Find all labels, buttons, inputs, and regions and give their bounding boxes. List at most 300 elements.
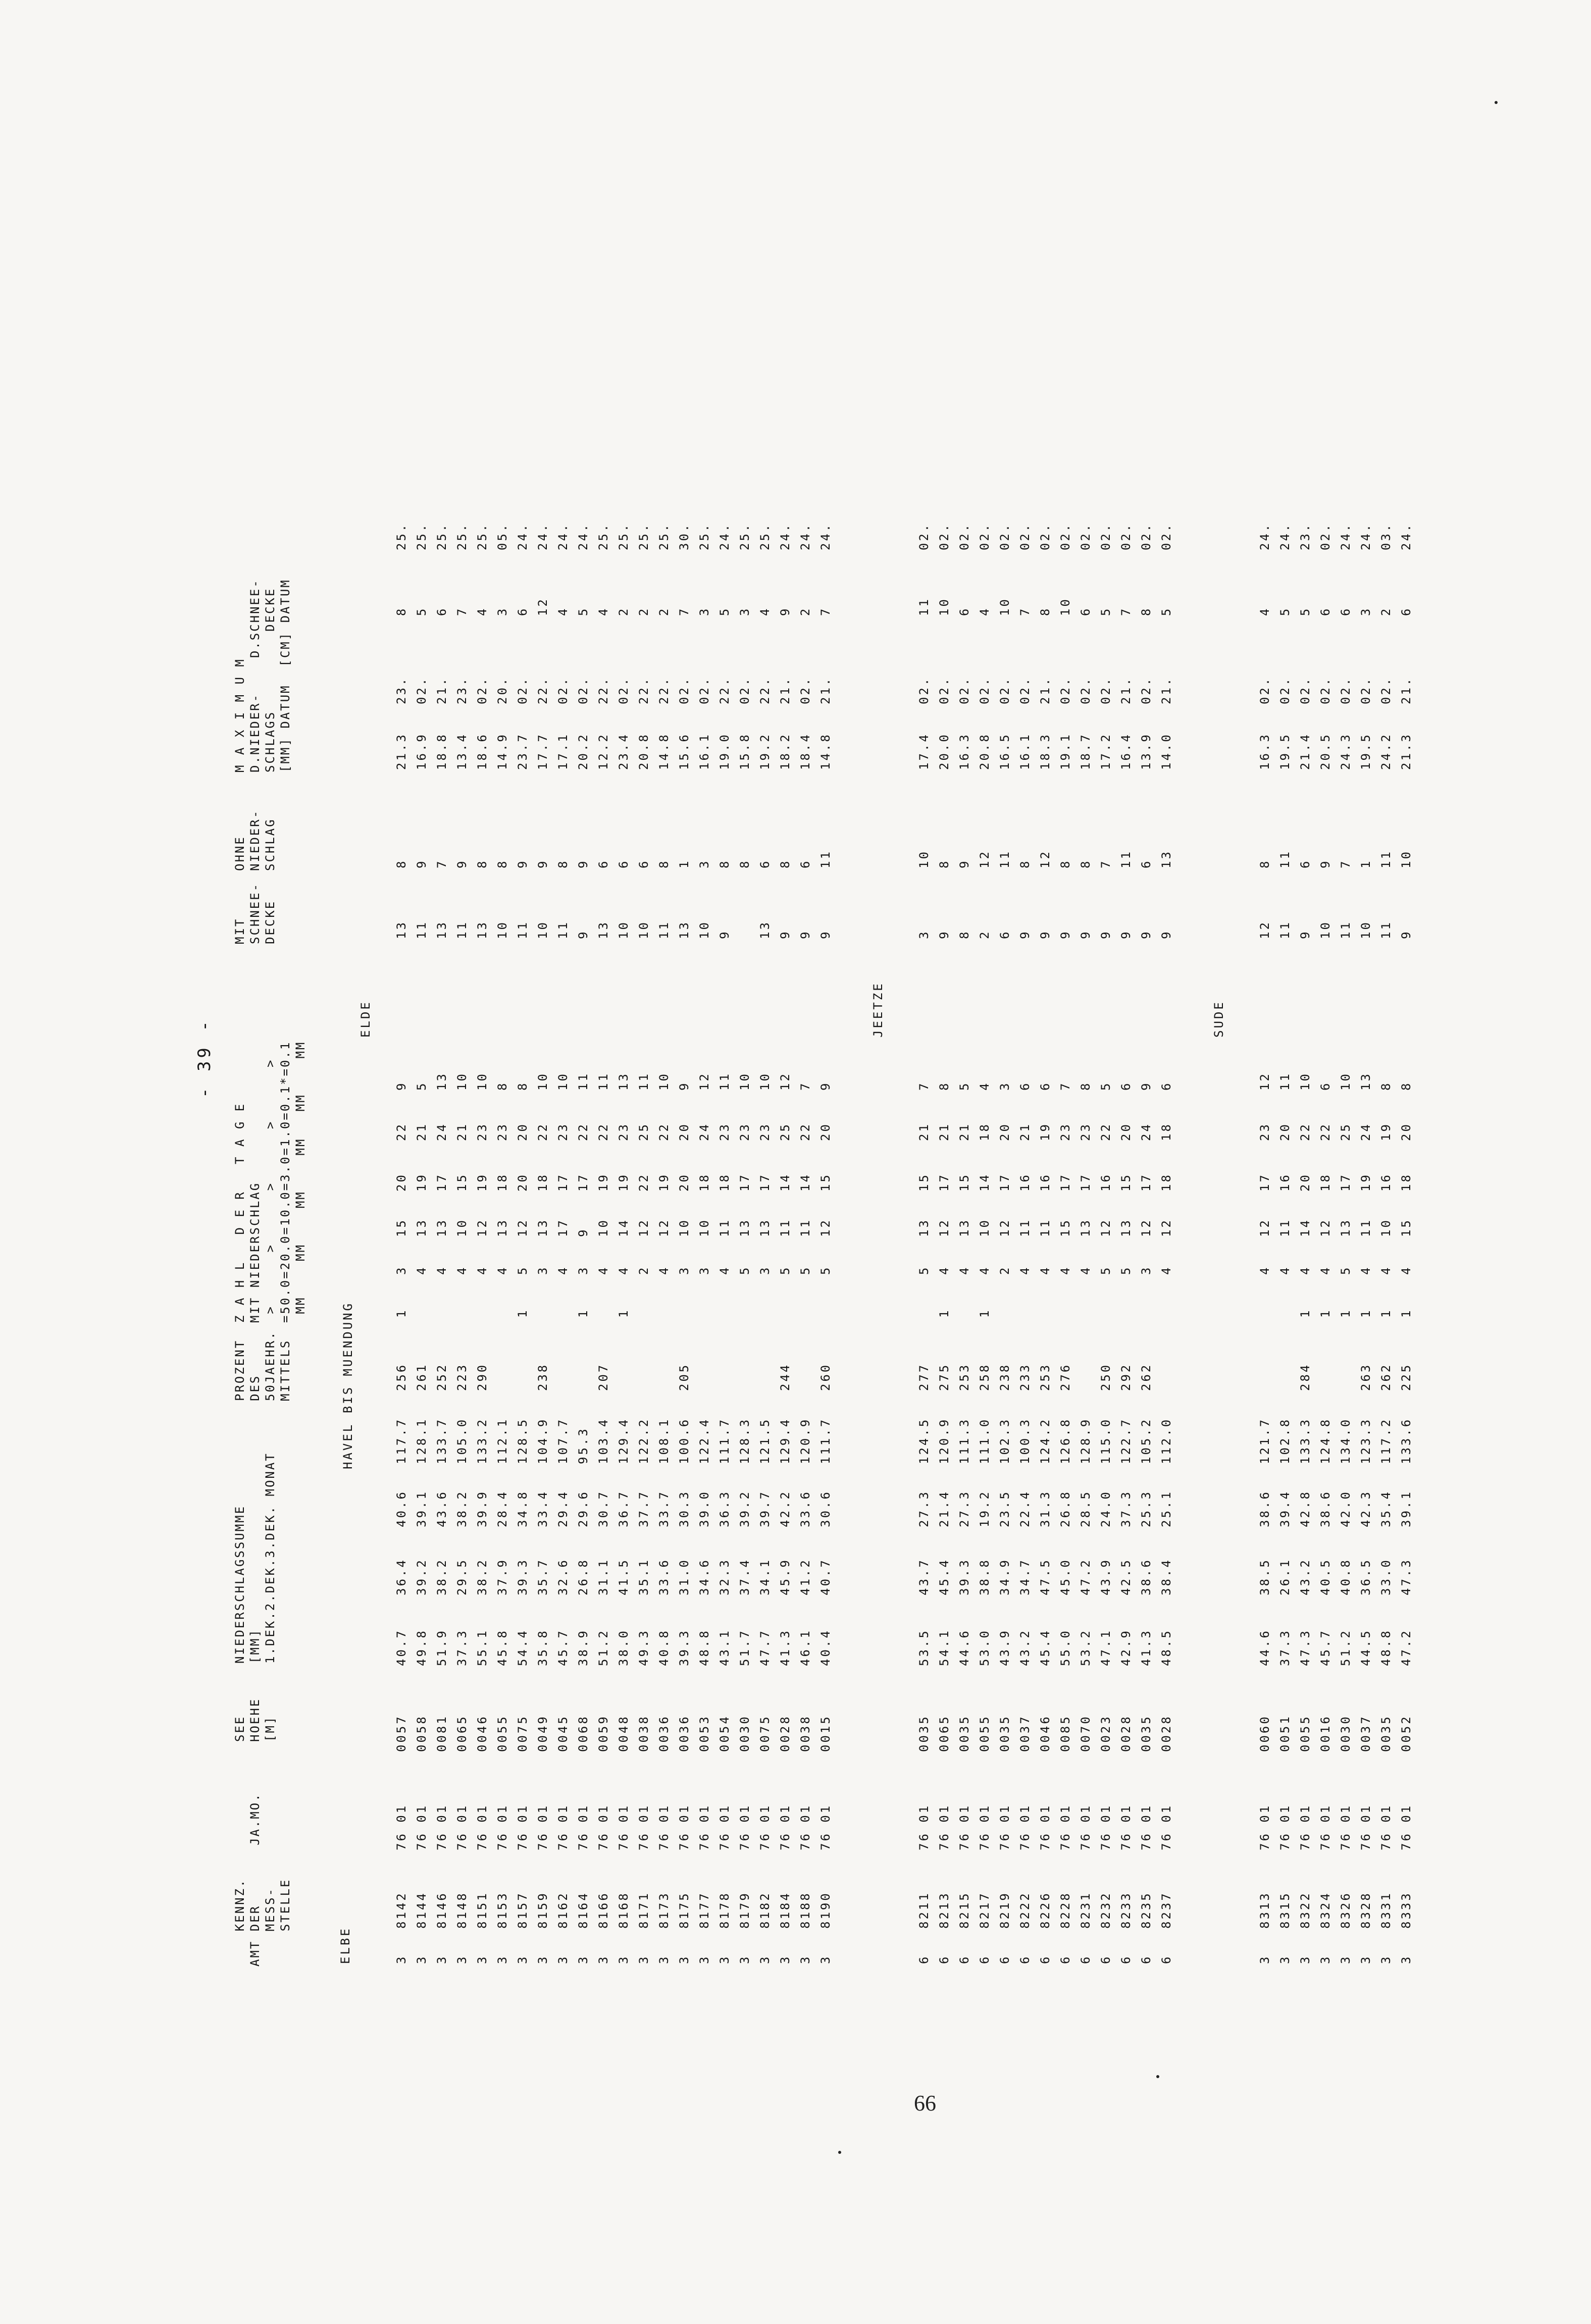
cell-see-hoehe: 0035	[998, 1715, 1012, 1752]
cell-tage-10: 11	[1018, 1218, 1032, 1237]
table-row	[1376, 212, 1396, 1979]
cell-dek1: 47.7	[758, 1629, 772, 1666]
cell-amt: 3	[738, 1954, 752, 1964]
cell-prozent: 238	[998, 1363, 1012, 1391]
cell-ohne-nieder: 6	[596, 859, 610, 868]
cell-dek3: 42.8	[1298, 1490, 1312, 1527]
cell-monat: 120.9	[937, 1417, 951, 1464]
cell-max-schnee: 5	[1099, 606, 1113, 616]
cell-max-nieder: 13.4	[455, 733, 469, 770]
cell-monat: 123.3	[1359, 1417, 1373, 1464]
cell-ohne-nieder: 8	[475, 859, 489, 868]
cell-dek3: 37.7	[637, 1490, 651, 1527]
cell-dek3: 26.8	[1058, 1490, 1072, 1527]
cell-tage-3: 17	[576, 1173, 590, 1192]
cell-tage-50: 1	[394, 1308, 408, 1318]
cell-monat: 102.3	[998, 1417, 1012, 1464]
cell-see-hoehe: 0035	[1139, 1715, 1153, 1752]
cell-dek3: 39.2	[738, 1490, 752, 1527]
cell-ohne-nieder: 8	[657, 859, 671, 868]
cell-dek3: 39.7	[758, 1490, 772, 1527]
cell-dek3: 30.3	[677, 1490, 691, 1527]
cell-ja-mo: 76 01	[818, 1803, 833, 1850]
cell-mit-schnee: 9	[1399, 929, 1413, 939]
cell-dek1: 44.6	[1258, 1629, 1272, 1666]
cell-ja-mo: 76 01	[617, 1803, 631, 1850]
cell-tage-50: 1	[576, 1308, 590, 1318]
cell-ohne-nieder: 8	[738, 859, 752, 868]
cell-monat: 111.0	[978, 1417, 992, 1464]
cell-ohne-nieder: 8	[394, 859, 408, 868]
cell-see-hoehe: 0055	[1298, 1715, 1312, 1752]
cell-max-nieder: 13.9	[1139, 733, 1153, 770]
cell-max-schnee-datum: 24.	[778, 522, 792, 550]
cell-dek2: 45.0	[1058, 1558, 1072, 1595]
cell-dek3: 27.3	[917, 1490, 931, 1527]
cell-prozent: 275	[937, 1363, 951, 1391]
cell-tage-1: 21	[937, 1122, 951, 1141]
cell-dek3: 24.0	[1099, 1490, 1113, 1527]
cell-prozent: 260	[818, 1363, 833, 1391]
cell-mit-schnee: 10	[637, 920, 651, 939]
cell-tage-20: 4	[617, 1265, 631, 1275]
cell-max-schnee: 4	[596, 606, 610, 616]
cell-mit-schnee: 9	[1298, 929, 1312, 939]
cell-max-schnee-datum: 24.	[1359, 522, 1373, 550]
cell-tage-3: 20	[516, 1173, 530, 1192]
cell-tage-10: 12	[998, 1218, 1012, 1237]
cell-kennz: 8226	[1038, 1891, 1052, 1929]
cell-ja-mo: 76 01	[576, 1803, 590, 1850]
cell-monat: 108.1	[657, 1417, 671, 1464]
cell-tage-3: 18	[536, 1173, 550, 1192]
cell-max-nieder-datum: 23.	[455, 676, 469, 704]
cell-max-nieder-datum: 22.	[596, 676, 610, 704]
cell-tage-10: 10	[596, 1218, 610, 1237]
cell-max-schnee-datum: 25.	[758, 522, 772, 550]
cell-ja-mo: 76 01	[495, 1803, 509, 1850]
cell-amt: 3	[455, 1954, 469, 1964]
cell-tage-20: 5	[1099, 1265, 1113, 1275]
cell-tage-20: 4	[556, 1265, 570, 1275]
cell-kennz: 8182	[758, 1891, 772, 1929]
cell-mit-schnee: 11	[556, 920, 570, 939]
cell-max-schnee: 4	[475, 606, 489, 616]
cell-ja-mo: 76 01	[1038, 1803, 1052, 1850]
cell-max-nieder: 23.7	[516, 733, 530, 770]
cell-max-schnee: 5	[1159, 606, 1173, 616]
cell-dek1: 38.0	[617, 1629, 631, 1666]
cell-ohne-nieder: 8	[778, 859, 792, 868]
cell-tage-20: 4	[455, 1265, 469, 1275]
cell-tage-20: 4	[937, 1265, 951, 1275]
scan-speck	[1156, 2075, 1159, 2078]
cell-ja-mo: 76 01	[1318, 1803, 1332, 1850]
cell-tage-3: 16	[1379, 1173, 1393, 1192]
cell-tage-10: 11	[1278, 1218, 1292, 1237]
cell-ohne-nieder: 8	[495, 859, 509, 868]
table-row	[815, 212, 836, 1979]
cell-max-nieder-datum: 02.	[1298, 676, 1312, 704]
cell-dek2: 38.4	[1159, 1558, 1173, 1595]
cell-max-nieder: 17.2	[1099, 733, 1113, 770]
cell-dek3: 36.3	[717, 1490, 732, 1527]
cell-amt: 3	[1399, 1954, 1413, 1964]
cell-tage-20: 4	[435, 1265, 449, 1275]
cell-dek1: 37.3	[1278, 1629, 1292, 1666]
cell-max-schnee: 2	[617, 606, 631, 616]
cell-prozent: 252	[435, 1363, 449, 1391]
cell-tage-20: 2	[637, 1265, 651, 1275]
cell-prozent: 225	[1399, 1363, 1413, 1391]
cell-amt: 3	[1298, 1954, 1312, 1964]
cell-kennz: 8148	[455, 1891, 469, 1929]
cell-dek1: 39.3	[677, 1629, 691, 1666]
cell-max-schnee: 7	[1018, 606, 1032, 616]
cell-max-schnee: 6	[1318, 606, 1332, 616]
cell-max-schnee: 4	[556, 606, 570, 616]
cell-max-nieder: 19.0	[717, 733, 732, 770]
cell-tage-3: 19	[415, 1173, 429, 1192]
cell-ja-mo: 76 01	[798, 1803, 812, 1850]
cell-max-nieder-datum: 22.	[637, 676, 651, 704]
cell-ohne-nieder: 8	[937, 859, 951, 868]
cell-kennz: 8326	[1339, 1891, 1353, 1929]
cell-max-schnee-datum: 25.	[415, 522, 429, 550]
cell-max-nieder: 20.5	[1318, 733, 1332, 770]
cell-tage-50: 1	[978, 1308, 992, 1318]
cell-ohne-nieder: 9	[516, 859, 530, 868]
cell-ja-mo: 76 01	[1139, 1803, 1153, 1850]
cell-ja-mo: 76 01	[1099, 1803, 1113, 1850]
cell-dek2: 34.6	[697, 1558, 711, 1595]
cell-dek1: 46.1	[798, 1629, 812, 1666]
cell-tage-01: 4	[978, 1081, 992, 1091]
header-amt-kennz: KENNZ. AMT DER MESS- STELLE	[233, 1878, 292, 1967]
cell-tage-20: 4	[495, 1265, 509, 1275]
cell-tage-20: 4	[957, 1265, 971, 1275]
cell-prozent: 262	[1139, 1363, 1153, 1391]
cell-tage-3: 14	[798, 1173, 812, 1192]
cell-mit-schnee: 9	[717, 929, 732, 939]
cell-max-nieder-datum: 21.	[818, 676, 833, 704]
cell-dek1: 43.1	[717, 1629, 732, 1666]
cell-dek2: 38.2	[475, 1558, 489, 1595]
cell-tage-10: 10	[677, 1218, 691, 1237]
cell-max-nieder-datum: 02.	[917, 676, 931, 704]
cell-amt: 3	[798, 1954, 812, 1964]
cell-max-schnee: 3	[1359, 606, 1373, 616]
table-row	[755, 212, 775, 1979]
cell-tage-01: 10	[556, 1072, 570, 1091]
cell-see-hoehe: 0028	[1119, 1715, 1133, 1752]
cell-tage-3: 17	[998, 1173, 1012, 1192]
cell-mit-schnee: 13	[677, 920, 691, 939]
cell-tage-20: 4	[978, 1265, 992, 1275]
cell-max-nieder-datum: 02.	[1139, 676, 1153, 704]
cell-dek3: 34.8	[516, 1490, 530, 1527]
cell-tage-10: 13	[917, 1218, 931, 1237]
cell-max-nieder-datum: 02.	[1278, 676, 1292, 704]
cell-max-nieder-datum: 22.	[758, 676, 772, 704]
cell-dek2: 26.1	[1278, 1558, 1292, 1595]
cell-amt: 3	[435, 1954, 449, 1964]
cell-tage-1: 25	[778, 1122, 792, 1141]
cell-ohne-nieder: 11	[1278, 850, 1292, 868]
cell-max-nieder-datum: 22.	[717, 676, 732, 704]
cell-see-hoehe: 0060	[1258, 1715, 1272, 1752]
cell-monat: 121.5	[758, 1417, 772, 1464]
cell-max-nieder: 23.4	[617, 733, 631, 770]
cell-dek1: 45.7	[556, 1629, 570, 1666]
cell-dek3: 42.0	[1339, 1490, 1353, 1527]
cell-tage-10: 13	[536, 1218, 550, 1237]
cell-tage-3: 19	[657, 1173, 671, 1192]
table-row	[452, 212, 472, 1979]
cell-tage-1: 21	[455, 1122, 469, 1141]
cell-monat: 105.2	[1139, 1417, 1153, 1464]
cell-amt: 6	[1038, 1954, 1052, 1964]
cell-dek3: 33.7	[657, 1490, 671, 1527]
cell-max-schnee-datum: 24.	[516, 522, 530, 550]
cell-max-schnee-datum: 25.	[617, 522, 631, 550]
cell-dek1: 38.9	[576, 1629, 590, 1666]
cell-see-hoehe: 0030	[1339, 1715, 1353, 1752]
cell-tage-01: 11	[596, 1072, 610, 1091]
cell-tage-01: 8	[937, 1081, 951, 1091]
table-row	[654, 212, 674, 1979]
cell-max-schnee: 10	[1058, 597, 1072, 616]
cell-tage-01: 8	[1079, 1081, 1093, 1091]
cell-ohne-nieder: 8	[1258, 859, 1272, 868]
cell-max-schnee: 6	[1339, 606, 1353, 616]
cell-amt: 3	[556, 1954, 570, 1964]
cell-monat: 102.8	[1278, 1417, 1292, 1464]
cell-max-schnee: 7	[677, 606, 691, 616]
cell-tage-1: 22	[1318, 1122, 1332, 1141]
cell-amt: 3	[617, 1954, 631, 1964]
cell-mit-schnee: 13	[394, 920, 408, 939]
cell-kennz: 8159	[536, 1891, 550, 1929]
cell-amt: 6	[937, 1954, 951, 1964]
cell-max-nieder: 17.4	[917, 733, 931, 770]
cell-max-schnee: 10	[937, 597, 951, 616]
cell-prozent: 284	[1298, 1363, 1312, 1391]
cell-prozent: 253	[957, 1363, 971, 1391]
cell-max-schnee-datum: 25.	[455, 522, 469, 550]
cell-tage-1: 20	[1399, 1122, 1413, 1141]
cell-kennz: 8333	[1399, 1891, 1413, 1929]
cell-monat: 120.9	[798, 1417, 812, 1464]
header-ja-mo: JA.MO.	[248, 1792, 262, 1845]
cell-tage-1: 21	[415, 1122, 429, 1141]
table-row	[472, 212, 492, 1979]
cell-max-nieder-datum: 02.	[415, 676, 429, 704]
cell-tage-3: 15	[818, 1173, 833, 1192]
cell-ohne-nieder: 9	[576, 859, 590, 868]
cell-max-schnee: 3	[738, 606, 752, 616]
cell-kennz: 8173	[657, 1891, 671, 1929]
cell-tage-10: 12	[1139, 1218, 1153, 1237]
cell-tage-01: 9	[677, 1081, 691, 1091]
cell-max-schnee: 7	[455, 606, 469, 616]
cell-amt: 3	[516, 1954, 530, 1964]
cell-tage-1: 23	[556, 1122, 570, 1141]
cell-amt: 3	[758, 1954, 772, 1964]
cell-max-schnee-datum: 02.	[1099, 522, 1113, 550]
cell-monat: 117.2	[1379, 1417, 1393, 1464]
cell-max-nieder: 20.2	[576, 733, 590, 770]
cell-ohne-nieder: 9	[455, 859, 469, 868]
cell-ja-mo: 76 01	[937, 1803, 951, 1850]
cell-tage-3: 20	[677, 1173, 691, 1192]
cell-amt: 3	[415, 1954, 429, 1964]
cell-max-schnee: 5	[1278, 606, 1292, 616]
cell-tage-10: 13	[415, 1218, 429, 1237]
cell-tage-3: 19	[617, 1173, 631, 1192]
table-row	[1035, 212, 1055, 1979]
cell-tage-20: 3	[536, 1265, 550, 1275]
table-row	[974, 212, 995, 1979]
cell-max-schnee-datum: 02.	[937, 522, 951, 550]
cell-max-nieder-datum: 21.	[1119, 676, 1133, 704]
cell-max-nieder-datum: 02.	[1318, 676, 1332, 704]
cell-tage-1: 22	[1099, 1122, 1113, 1141]
cell-tage-10: 17	[556, 1218, 570, 1237]
cell-mit-schnee: 9	[1058, 929, 1072, 939]
cell-tage-10: 14	[1298, 1218, 1312, 1237]
cell-ohne-nieder: 6	[617, 859, 631, 868]
cell-max-schnee-datum: 24.	[717, 522, 732, 550]
cell-tage-01: 6	[1119, 1081, 1133, 1091]
cell-kennz: 8211	[917, 1891, 931, 1929]
cell-ja-mo: 76 01	[1258, 1803, 1272, 1850]
cell-amt: 6	[998, 1954, 1012, 1964]
cell-dek1: 48.5	[1159, 1629, 1173, 1666]
cell-kennz: 8232	[1099, 1891, 1113, 1929]
cell-kennz: 8328	[1359, 1891, 1373, 1929]
cell-tage-20: 4	[1278, 1265, 1292, 1275]
cell-tage-10: 11	[798, 1218, 812, 1237]
cell-amt: 3	[475, 1954, 489, 1964]
cell-dek2: 38.2	[435, 1558, 449, 1595]
cell-dek1: 49.8	[415, 1629, 429, 1666]
cell-max-schnee-datum: 24.	[556, 522, 570, 550]
cell-kennz: 8324	[1318, 1891, 1332, 1929]
cell-tage-10: 13	[435, 1218, 449, 1237]
cell-max-nieder: 16.9	[415, 733, 429, 770]
cell-tage-10: 10	[1379, 1218, 1393, 1237]
cell-tage-10: 9	[576, 1227, 590, 1237]
cell-max-nieder: 20.8	[978, 733, 992, 770]
cell-tage-1: 24	[1359, 1122, 1373, 1141]
cell-max-nieder: 20.0	[937, 733, 951, 770]
cell-mit-schnee: 10	[536, 920, 550, 939]
cell-max-schnee: 3	[697, 606, 711, 616]
cell-tage-20: 5	[778, 1265, 792, 1275]
cell-monat: 111.7	[717, 1417, 732, 1464]
cell-tage-01: 12	[778, 1072, 792, 1091]
cell-ohne-nieder: 11	[998, 850, 1012, 868]
cell-tage-3: 17	[1079, 1173, 1093, 1192]
cell-mit-schnee: 11	[1379, 920, 1393, 939]
cell-mit-schnee: 12	[1258, 920, 1272, 939]
cell-dek2: 32.3	[717, 1558, 732, 1595]
cell-mit-schnee: 13	[758, 920, 772, 939]
header-see-hoehe: SEE HOEHE [M]	[233, 1697, 277, 1742]
cell-dek2: 36.4	[394, 1558, 408, 1595]
cell-tage-01: 8	[516, 1081, 530, 1091]
cell-max-schnee: 2	[1379, 606, 1393, 616]
cell-max-nieder: 24.2	[1379, 733, 1393, 770]
cell-tage-10: 13	[1339, 1218, 1353, 1237]
cell-kennz: 8213	[937, 1891, 951, 1929]
cell-dek3: 43.6	[435, 1490, 449, 1527]
cell-dek2: 47.2	[1079, 1558, 1093, 1595]
cell-max-nieder-datum: 21.	[1159, 676, 1173, 704]
cell-tage-01: 8	[495, 1081, 509, 1091]
cell-tage-3: 22	[637, 1173, 651, 1192]
cell-tage-1: 22	[798, 1122, 812, 1141]
cell-max-schnee: 8	[1139, 606, 1153, 616]
cell-max-schnee-datum: 02.	[917, 522, 931, 550]
cell-tage-1: 21	[917, 1122, 931, 1141]
cell-amt: 3	[1379, 1954, 1393, 1964]
cell-dek1: 55.1	[475, 1629, 489, 1666]
cell-monat: 100.3	[1018, 1417, 1032, 1464]
cell-kennz: 8177	[697, 1891, 711, 1929]
cell-tage-20: 5	[798, 1265, 812, 1275]
cell-amt: 3	[1318, 1954, 1332, 1964]
cell-monat: 117.7	[394, 1417, 408, 1464]
cell-monat: 100.6	[677, 1417, 691, 1464]
cell-tage-20: 3	[576, 1265, 590, 1275]
header-mit-schneedecke: MIT SCHNEE- DECKE	[233, 882, 277, 944]
cell-max-schnee-datum: 02.	[1139, 522, 1153, 550]
cell-see-hoehe: 0068	[576, 1715, 590, 1752]
cell-ja-mo: 76 01	[1159, 1803, 1173, 1850]
cell-see-hoehe: 0016	[1318, 1715, 1332, 1752]
cell-max-nieder: 19.1	[1058, 733, 1072, 770]
cell-dek2: 41.5	[617, 1558, 631, 1595]
cell-ohne-nieder: 8	[1079, 859, 1093, 868]
cell-max-nieder: 16.1	[1018, 733, 1032, 770]
cell-kennz: 8188	[798, 1891, 812, 1929]
cell-monat: 124.8	[1318, 1417, 1332, 1464]
cell-ja-mo: 76 01	[1359, 1803, 1373, 1850]
cell-amt: 3	[536, 1954, 550, 1964]
header-zahl-der-tage: Z A H L D E R T A G E MIT NIEDERSCHLAG > > > > > =50.0=20.0=10.0=3.0=1.0=0.1*=0.1 MM MM MM MM MM MM	[233, 1041, 307, 1323]
cell-tage-10: 11	[1359, 1218, 1373, 1237]
cell-tage-1: 23	[475, 1122, 489, 1141]
cell-max-nieder-datum: 02.	[957, 676, 971, 704]
cell-dek3: 29.4	[556, 1490, 570, 1527]
cell-prozent: 256	[394, 1363, 408, 1391]
cell-amt: 6	[1079, 1954, 1093, 1964]
cell-dek2: 39.3	[957, 1558, 971, 1595]
cell-max-nieder: 18.3	[1038, 733, 1052, 770]
cell-dek1: 41.3	[1139, 1629, 1153, 1666]
table-row	[1136, 212, 1156, 1979]
cell-tage-10: 15	[1058, 1218, 1072, 1237]
cell-dek3: 22.4	[1018, 1490, 1032, 1527]
cell-dek2: 26.8	[576, 1558, 590, 1595]
cell-tage-01: 13	[617, 1072, 631, 1091]
cell-tage-01: 3	[998, 1081, 1012, 1091]
cell-amt: 3	[1278, 1954, 1292, 1964]
cell-tage-3: 19	[475, 1173, 489, 1192]
cell-max-nieder-datum: 02.	[978, 676, 992, 704]
